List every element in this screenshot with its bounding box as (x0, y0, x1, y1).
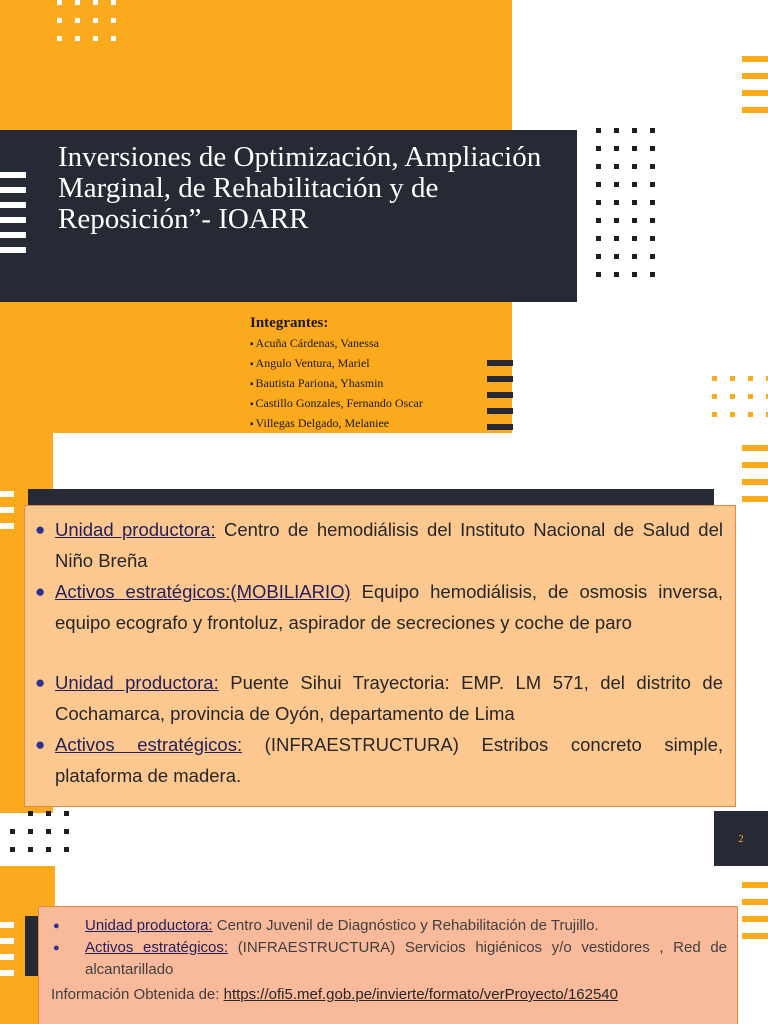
bullet-dot: ● (35, 673, 46, 692)
content-box (38, 906, 738, 1024)
bullet-item (35, 729, 723, 791)
white-dot-grid-top (57, 0, 116, 41)
bullet-text: Centro de hemodiálisis del Instituto Nacional de Salud del Niño Breña (55, 519, 723, 571)
team-member: ▪ Acuña Cárdenas, Vanessa (250, 334, 510, 354)
bullet-dot: ● (35, 735, 46, 754)
bullet-dot: ● (53, 920, 60, 932)
bullet-text: Puente Sihui Trayectoria: EMP. LM 571, del distrito de Cochamarca, provincia de Oyón, departamento de Lima (55, 672, 723, 724)
page-number: 2 (714, 811, 768, 866)
bullet-label: Activos estratégicos:(MOBILIARIO) (55, 581, 351, 602)
source-note (49, 984, 727, 1006)
white-stripes-left (0, 491, 14, 529)
team-member: ▪ Castillo Gonzales, Fernando Oscar (250, 394, 510, 414)
bullet-text: (INFRAESTRUCTURA) Estribos concreto simple, plataforma de madera. (55, 734, 724, 786)
bullet-dot: ● (53, 942, 60, 954)
orange-stripes-right (742, 56, 768, 113)
bullet-item (35, 667, 723, 729)
bullet-text: Equipo hemodiálisis, de osmosis inversa, equipo ecografo y frontoluz, aspirador de secreciones y coche de paro (55, 581, 723, 633)
bullet-label: Unidad productora: (55, 672, 219, 693)
orange-stripes-right (742, 882, 768, 939)
team-members (250, 314, 510, 433)
bullet-label: Activos estratégicos: (85, 939, 229, 956)
bullet-item (35, 576, 723, 638)
bullet-text: (INFRAESTRUCTURA) Servicios higiénicos y/o vestidores , Red de alcantarillado (85, 939, 728, 978)
white-stripes-left (0, 922, 14, 976)
team-member: ▪ Bautista Pariona, Yhasmin (250, 374, 510, 394)
dark-dot-grid-bottom (10, 811, 69, 852)
bullet-dot: ● (35, 520, 46, 539)
bullet-text: Centro Juvenil de Diagnóstico y Rehabilitación de Trujillo. (212, 917, 599, 934)
team-members-list (250, 334, 510, 433)
slide-3 (0, 866, 768, 1024)
team-members-heading: Integrantes: (250, 315, 329, 331)
bullet-item (49, 915, 727, 937)
dark-stripes-bottom (487, 360, 513, 430)
team-member: ▪ Angulo Ventura, Mariel (250, 354, 510, 374)
source-label: Información Obtenida de: (51, 986, 224, 1003)
white-stripes-left (0, 172, 26, 253)
orange-dot-grid-right (712, 376, 768, 417)
bullet-item (35, 514, 723, 576)
bullet-label: Activos estratégicos: (55, 734, 243, 755)
content-box (24, 505, 736, 807)
team-member: ▪ Villegas Delgado, Melaniee (250, 414, 510, 433)
slide-1 (0, 0, 768, 433)
bullet-item (49, 937, 727, 981)
bullet-label: Unidad productora: (55, 519, 216, 540)
dark-dot-grid-right (596, 128, 655, 277)
bullet-label: Unidad productora: (85, 917, 213, 934)
orange-stripes-right (742, 445, 768, 502)
presentation-title: Inversiones de Optimización, Ampliación Marginal, de Rehabilitación y de Reposición”- IOARR (58, 141, 542, 235)
bullet-dot: ● (35, 582, 46, 601)
source-link[interactable]: https://ofi5.mef.gob.pe/invierte/formato/verProyecto/162540 (223, 986, 618, 1003)
slide-2 (0, 433, 768, 866)
